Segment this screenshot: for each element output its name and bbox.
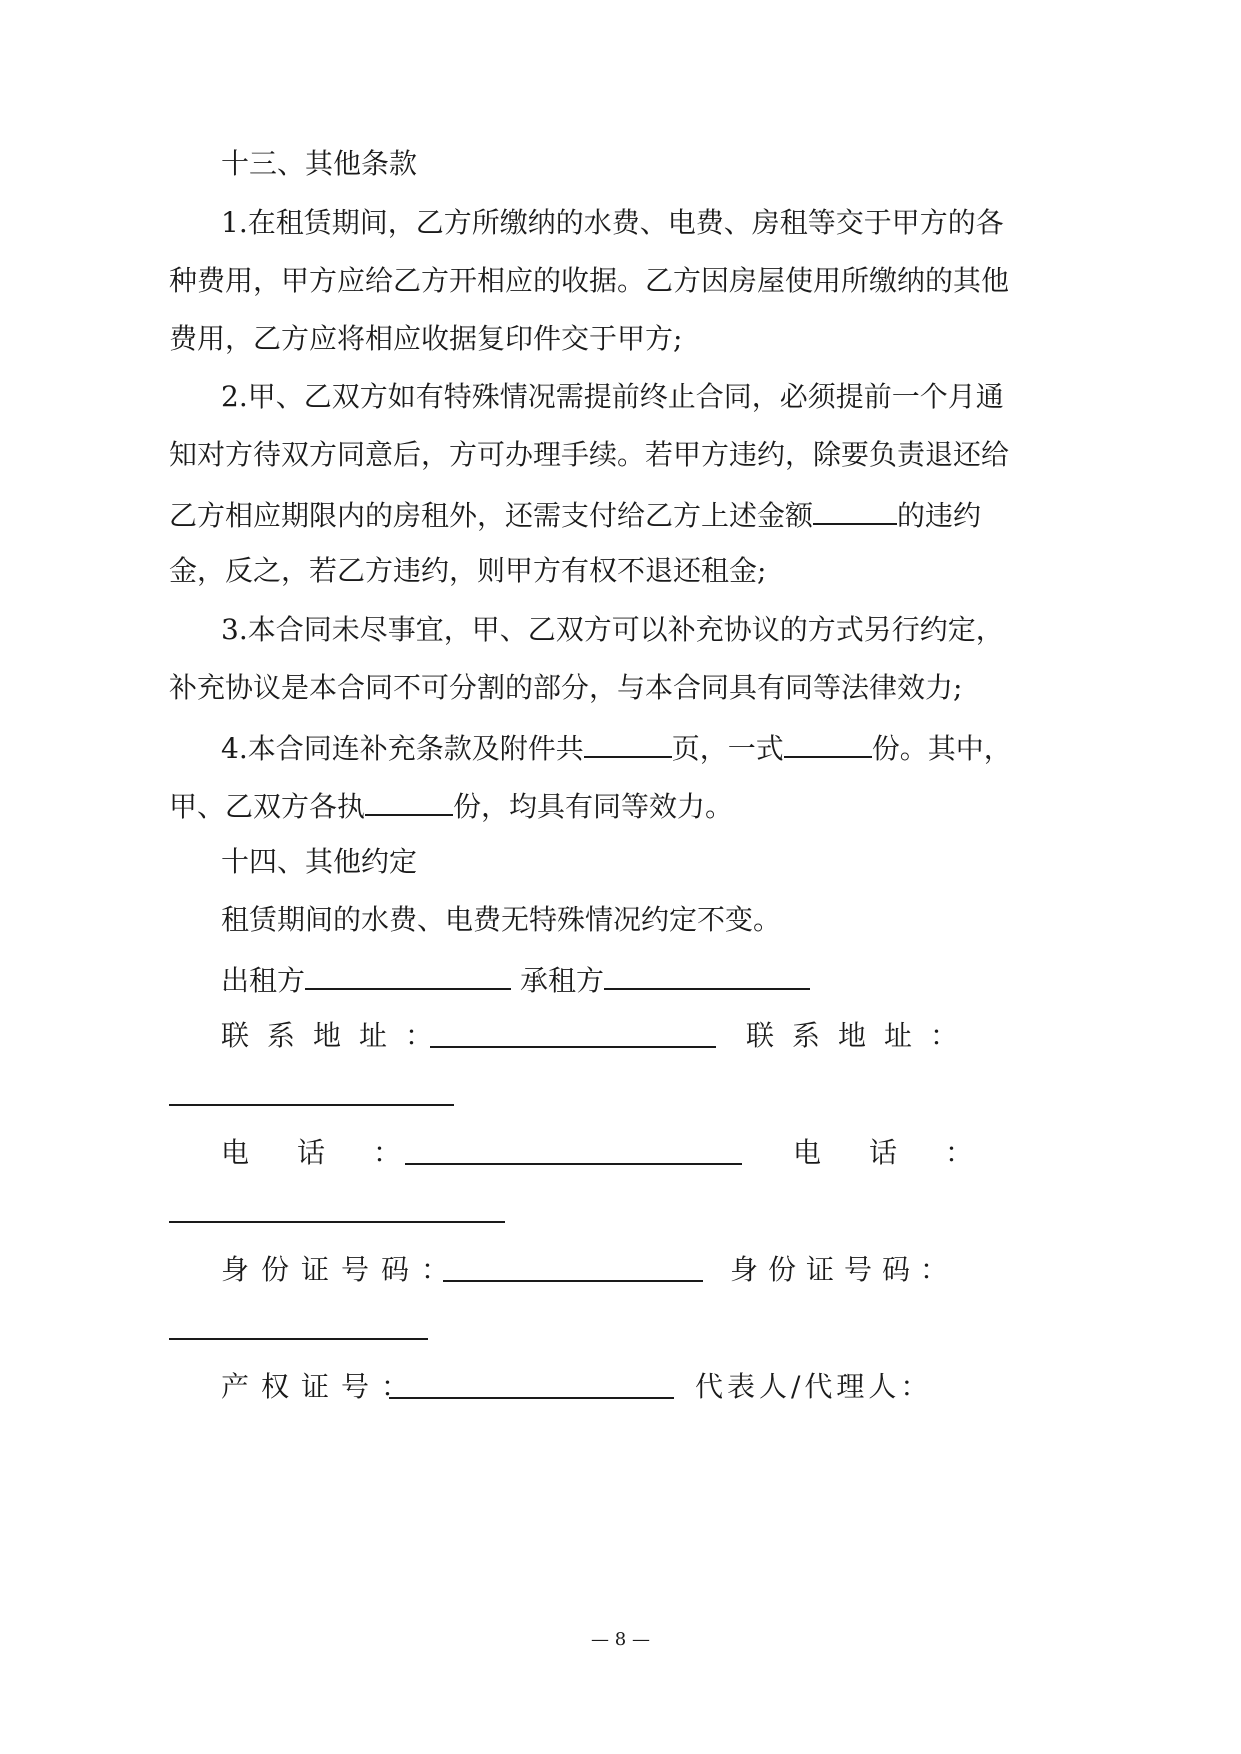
clause-4-line-1 <box>221 726 1012 769</box>
lessor-phone-blank[interactable] <box>405 1163 742 1165</box>
clause-1-line-3: 费用，乙方应将相应收据复印件交于甲方; <box>169 322 683 355</box>
lessor-address-blank[interactable] <box>430 1046 716 1048</box>
clause-1-line-1: 1.在租赁期间，乙方所缴纳的水费、电费、房租等交于甲方的各 <box>221 206 1004 239</box>
lessor-blank[interactable] <box>305 958 511 990</box>
lessee-label: 承租方 <box>520 964 605 997</box>
copies-total-blank[interactable] <box>784 726 872 758</box>
clause-2-line-2: 知对方待双方同意后，方可办理手续。若甲方违约，除要负责退还给 <box>169 438 1010 471</box>
lessee-phone-label: 电话： <box>793 1136 1022 1169</box>
section-13-title: 十三、其他条款 <box>221 147 418 180</box>
lessee-address-blank[interactable] <box>169 1104 454 1106</box>
clause-4-text-d: 甲、乙双方各执 <box>169 790 366 823</box>
lessor-phone-label: 电话： <box>221 1136 450 1169</box>
clause-3-line-1: 3.本合同未尽事宜，甲、乙双方可以补充协议的方式另行约定， <box>221 613 1004 646</box>
lessee-address-label: 联系地址： <box>746 1019 977 1052</box>
lessee-id-label: 身份证号码： <box>730 1253 959 1286</box>
lessee-blank[interactable] <box>604 958 810 990</box>
page-count-blank[interactable] <box>584 726 672 758</box>
lessor-address-label: 联系地址： <box>221 1019 452 1052</box>
agent-label: 代表人/代理人： <box>695 1370 933 1403</box>
clause-2-line-3-suffix: 的违约 <box>897 499 982 532</box>
copies-each-blank[interactable] <box>365 784 453 816</box>
property-cert-label: 产权证号： <box>221 1370 422 1403</box>
clause-3-line-2: 补充协议是本合同不可分割的部分，与本合同具有同等法律效力; <box>169 671 963 704</box>
lessee-id-blank[interactable] <box>169 1338 428 1340</box>
lessor-id-blank[interactable] <box>443 1280 703 1282</box>
lessor-id-label: 身份证号码： <box>221 1253 462 1286</box>
lessee-phone-blank[interactable] <box>169 1221 505 1223</box>
page-number: — 8 — <box>591 1629 650 1650</box>
lessor-line <box>221 958 511 1001</box>
section-14-title: 十四、其他约定 <box>221 845 418 878</box>
clause-4-text-e: 份，均具有同等效力。 <box>453 790 734 823</box>
penalty-amount-blank[interactable] <box>813 493 897 525</box>
clause-1-line-2: 种费用，甲方应给乙方开相应的收据。乙方因房屋使用所缴纳的其他 <box>169 264 1010 297</box>
section-14-text: 租赁期间的水费、电费无特殊情况约定不变。 <box>221 903 782 936</box>
lessor-label: 出租方 <box>221 964 306 997</box>
clause-2-line-3-text: 乙方相应期限内的房租外，还需支付给乙方上述金额 <box>169 499 814 532</box>
clause-4-line-2 <box>169 784 733 827</box>
clause-4-text-c: 份。其中， <box>871 732 1012 765</box>
clause-2-line-3 <box>169 493 981 536</box>
clause-4-text-b: 页，一式 <box>671 732 784 765</box>
property-cert-blank[interactable] <box>389 1397 674 1399</box>
clause-4-text-a: 4.本合同连补充条款及附件共 <box>221 732 584 765</box>
lessee-line <box>520 958 810 1001</box>
clause-2-line-1: 2.甲、乙双方如有特殊情况需提前终止合同，必须提前一个月通 <box>221 380 1004 413</box>
clause-2-line-4: 金，反之，若乙方违约，则甲方有权不退还租金; <box>169 554 767 587</box>
